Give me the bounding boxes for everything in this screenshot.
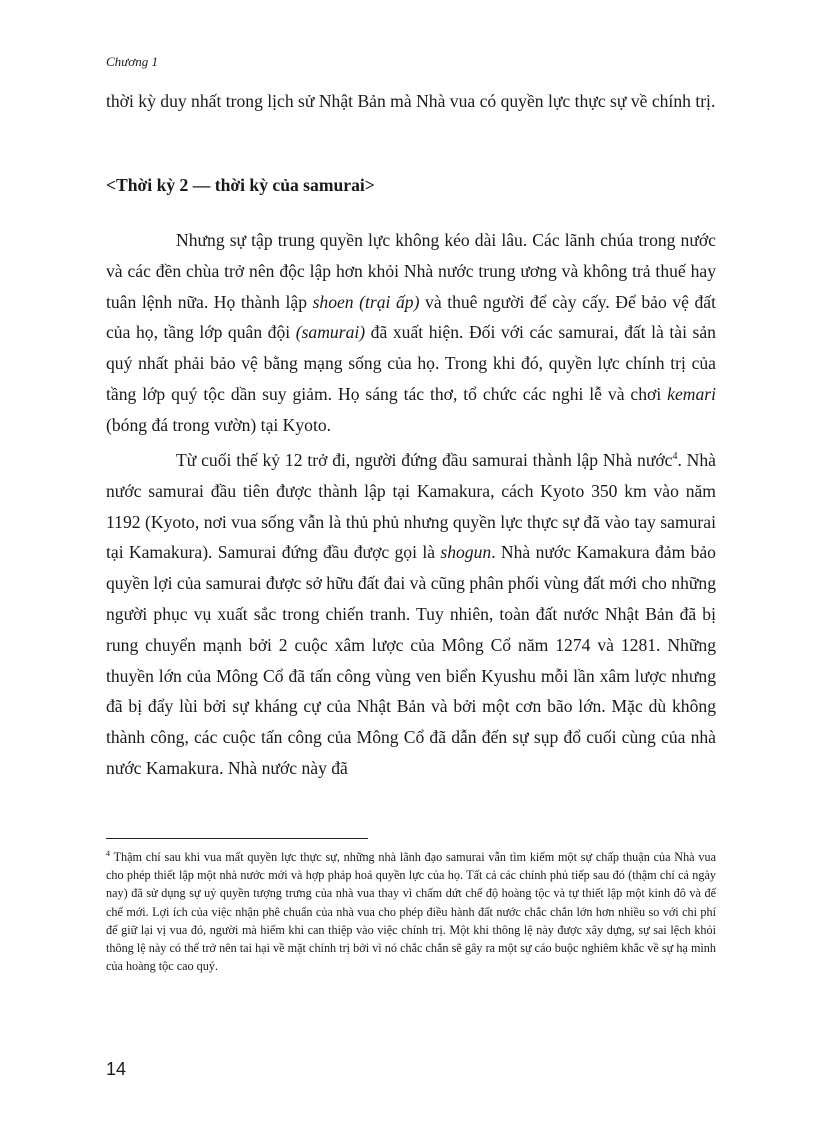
page-number: 14 [106,1059,127,1079]
p2-term-shoen: shoen (trại ấp) [312,291,420,312]
p2-text-3: đã xuất hiện. Đối với các samurai, đất là tài sản quý nhất phải bảo vệ bằng mạng sống của họ. Trong khi đó, quyền lực chính trị của tầng lớp quý tộc dần suy giảm. Họ sáng tác thơ, tổ chức các nghi lễ và chơi [106,322,716,404]
p3-text-3: . Nhà nước Kamakura đảm bảo quyền lợi của samurai được sở hữu đất đai và cũng phân phối vùng đất mới cho những người phục vụ xuất sắc trong chiến tranh. Tuy nhiên, toàn đất nước Nhật Bản đã bị rung chuyển mạnh bởi 2 cuộc xâm lược của Mông Cổ năm 1274 và 1281. Những thuyền lớn của Mông Cổ đã tấn công vùng ven biển Kyushu mỗi lần xâm lược nhưng đã bị đẩy lùi bởi sự kháng cự của Nhật Bản và bởi một cơn bão lớn. Mặc dù không thành công, các cuộc tấn công của Mông Cổ đã dẫn đến sự sụp đổ cuối cùng của nhà nước Kamakura. Nhà nước này đã [106,542,716,778]
p3-term-shogun: shogun [440,542,492,563]
section-heading: <Thời kỳ 2 — thời kỳ của samurai> [106,175,375,195]
p3-text-1: Từ cuối thế kỷ 12 trở đi, người đứng đầu samurai thành lập Nhà nước [176,450,673,470]
p3-text-2: . Nhà nước samurai đầu tiên được thành lập tại Kamakura, cách Kyoto 350 km vào năm 1192 (Kyoto, nơi vua sống vẫn là thủ phủ nhưng quyền lực thực sự đã vào tay samurai tại Kamakura). Samurai đứng đầu được gọi là [106,450,716,563]
p2-text-2: và thuê người để cày cấy. Để bảo vệ đất của họ, tầng lớp quân đội [106,291,716,343]
p2-term-kemari: kemari [667,383,716,404]
p2-text-1: Nhưng sự tập trung quyền lực không kéo dài lâu. Các lãnh chúa trong nước và các đền chùa trở nên độc lập hơn khỏi Nhà nước trung ương và không trả thuế hay tuân lệnh nữa. Họ thành lập [106,230,716,312]
footnote-text: Thậm chí sau khi vua mất quyền lực thực sự, những nhà lãnh đạo samurai vẫn tìm kiếm một sự chấp thuận của Nhà vua cho phép thiết lập một nhà nước mới và hợp pháp hoá quyền lực của họ. Tất cả các chính phủ tiếp sau đó (thậm chí cả ngày nay) đã sử dụng sự uỷ quyền tượng trưng của nhà vua thay vì chấm dứt chế độ hoàng tộc và tự thiết lập một kinh đô và đế chế mới. Lợi ích của việc nhận phê chuẩn của nhà vua cho phép điều hành đất nước chắc chắn lớn hơn nhiều so với chi phí để giữ lại vị vua đó, người mà hiếm khi can thiệp vào việc chính trị. Một khi thông lệ này được xây dựng, sự sai lệch khỏi thông lệ này có thể trở nên tai hại về mặt chính trị bởi vì nó chắc chắn sẽ gây ra một sự cáo buộc nghiêm khắc về sự hạ mình của hoàng tộc cao quý. [106,850,716,974]
p2-term-samurai: (samurai) [295,322,366,343]
paragraph-1-text: thời kỳ duy nhất trong lịch sử Nhật Bản mà Nhà vua có quyền lực thực sự về chính trị. [106,91,716,111]
paragraph-2 [106,225,716,441]
p2-text-4: (bóng đá trong vườn) tại Kyoto. [106,414,332,435]
footnote-reference[interactable]: 4 [672,451,678,463]
footnote [106,848,716,975]
running-head: Chương 1 [106,54,158,69]
footnote-separator [106,838,368,839]
paragraph-3 [106,445,716,784]
paragraph-continuation [106,86,716,117]
footnote-number: 4 [106,848,110,858]
